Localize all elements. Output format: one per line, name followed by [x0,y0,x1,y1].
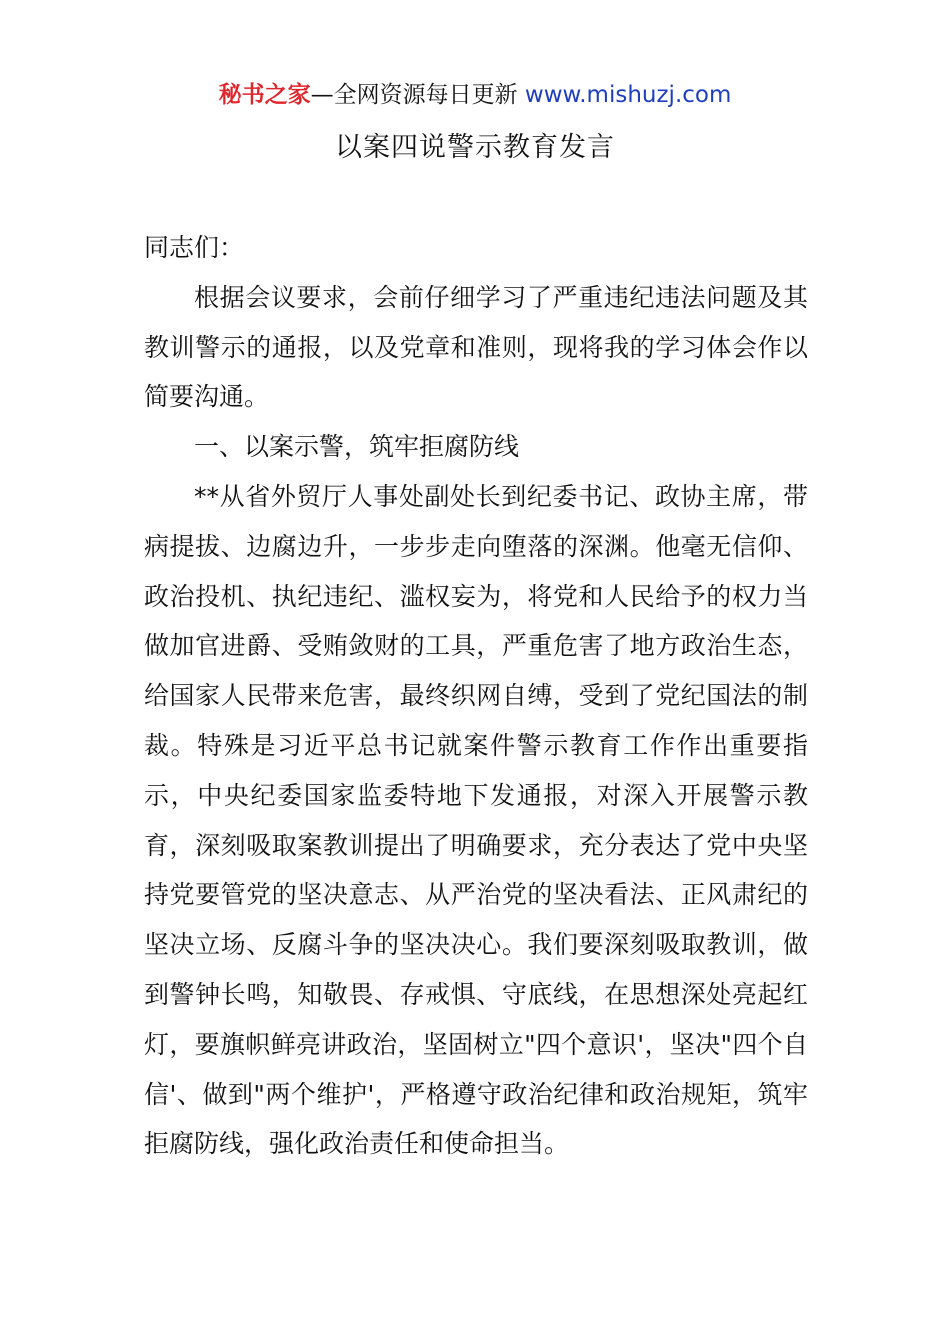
site-url-link[interactable]: www.mishuzj.com [524,82,732,108]
site-header [0,78,950,112]
salutation: 同志们： [144,233,245,262]
document-body [144,223,808,1169]
section-heading: 一、以案示警，筑牢拒腐防线 [194,432,520,462]
body-paragraph: **从省外贸厅人事处副处长到纪委书记、政协主席，带病提拔、边腐边升，一步步走向堕落的深渊。他毫无信仰、政治投机、执纪违纪、滥权妄为，将党和人民给予的权力当做加官进爵、受贿敛财的工具，严重危害了地方政治生态，给国家人民带来危害，最终织网自缚，受到了党纪国法的制裁。特殊是习近平总书记就案件警示教育工作作出重要指示，中央纪委国家监委特地下发通报，对深入开展警示教育，深刻吸取案教训提出了明确要求，充分表达了党中央坚持党要管党的坚决意志、从严治党的坚决看法、正风肃纪的坚决立场、反腐斗争的坚决决心。我们要深刻吸取教训，做到警钟长鸣，知敬畏、存戒惧、守底线，在思想深处亮起红灯，要旗帜鲜亮讲政治，坚固树立"四个意识'，坚决"四个自信'、做到"两个维护'，严格遵守政治纪律和政治规矩，筑牢拒腐防线，强化政治责任和使命担当。 [144,481,808,1159]
document-title: 以案四说警示教育发言 [335,132,615,163]
site-brand: 秘书之家 [218,82,311,108]
intro-paragraph: 根据会议要求，会前仔细学习了严重违纪违法问题及其教训警示的通报，以及党章和准则，现将我的学习体会作以简要沟通。 [144,282,808,412]
site-tagline: —全网资源每日更新 [310,82,525,108]
